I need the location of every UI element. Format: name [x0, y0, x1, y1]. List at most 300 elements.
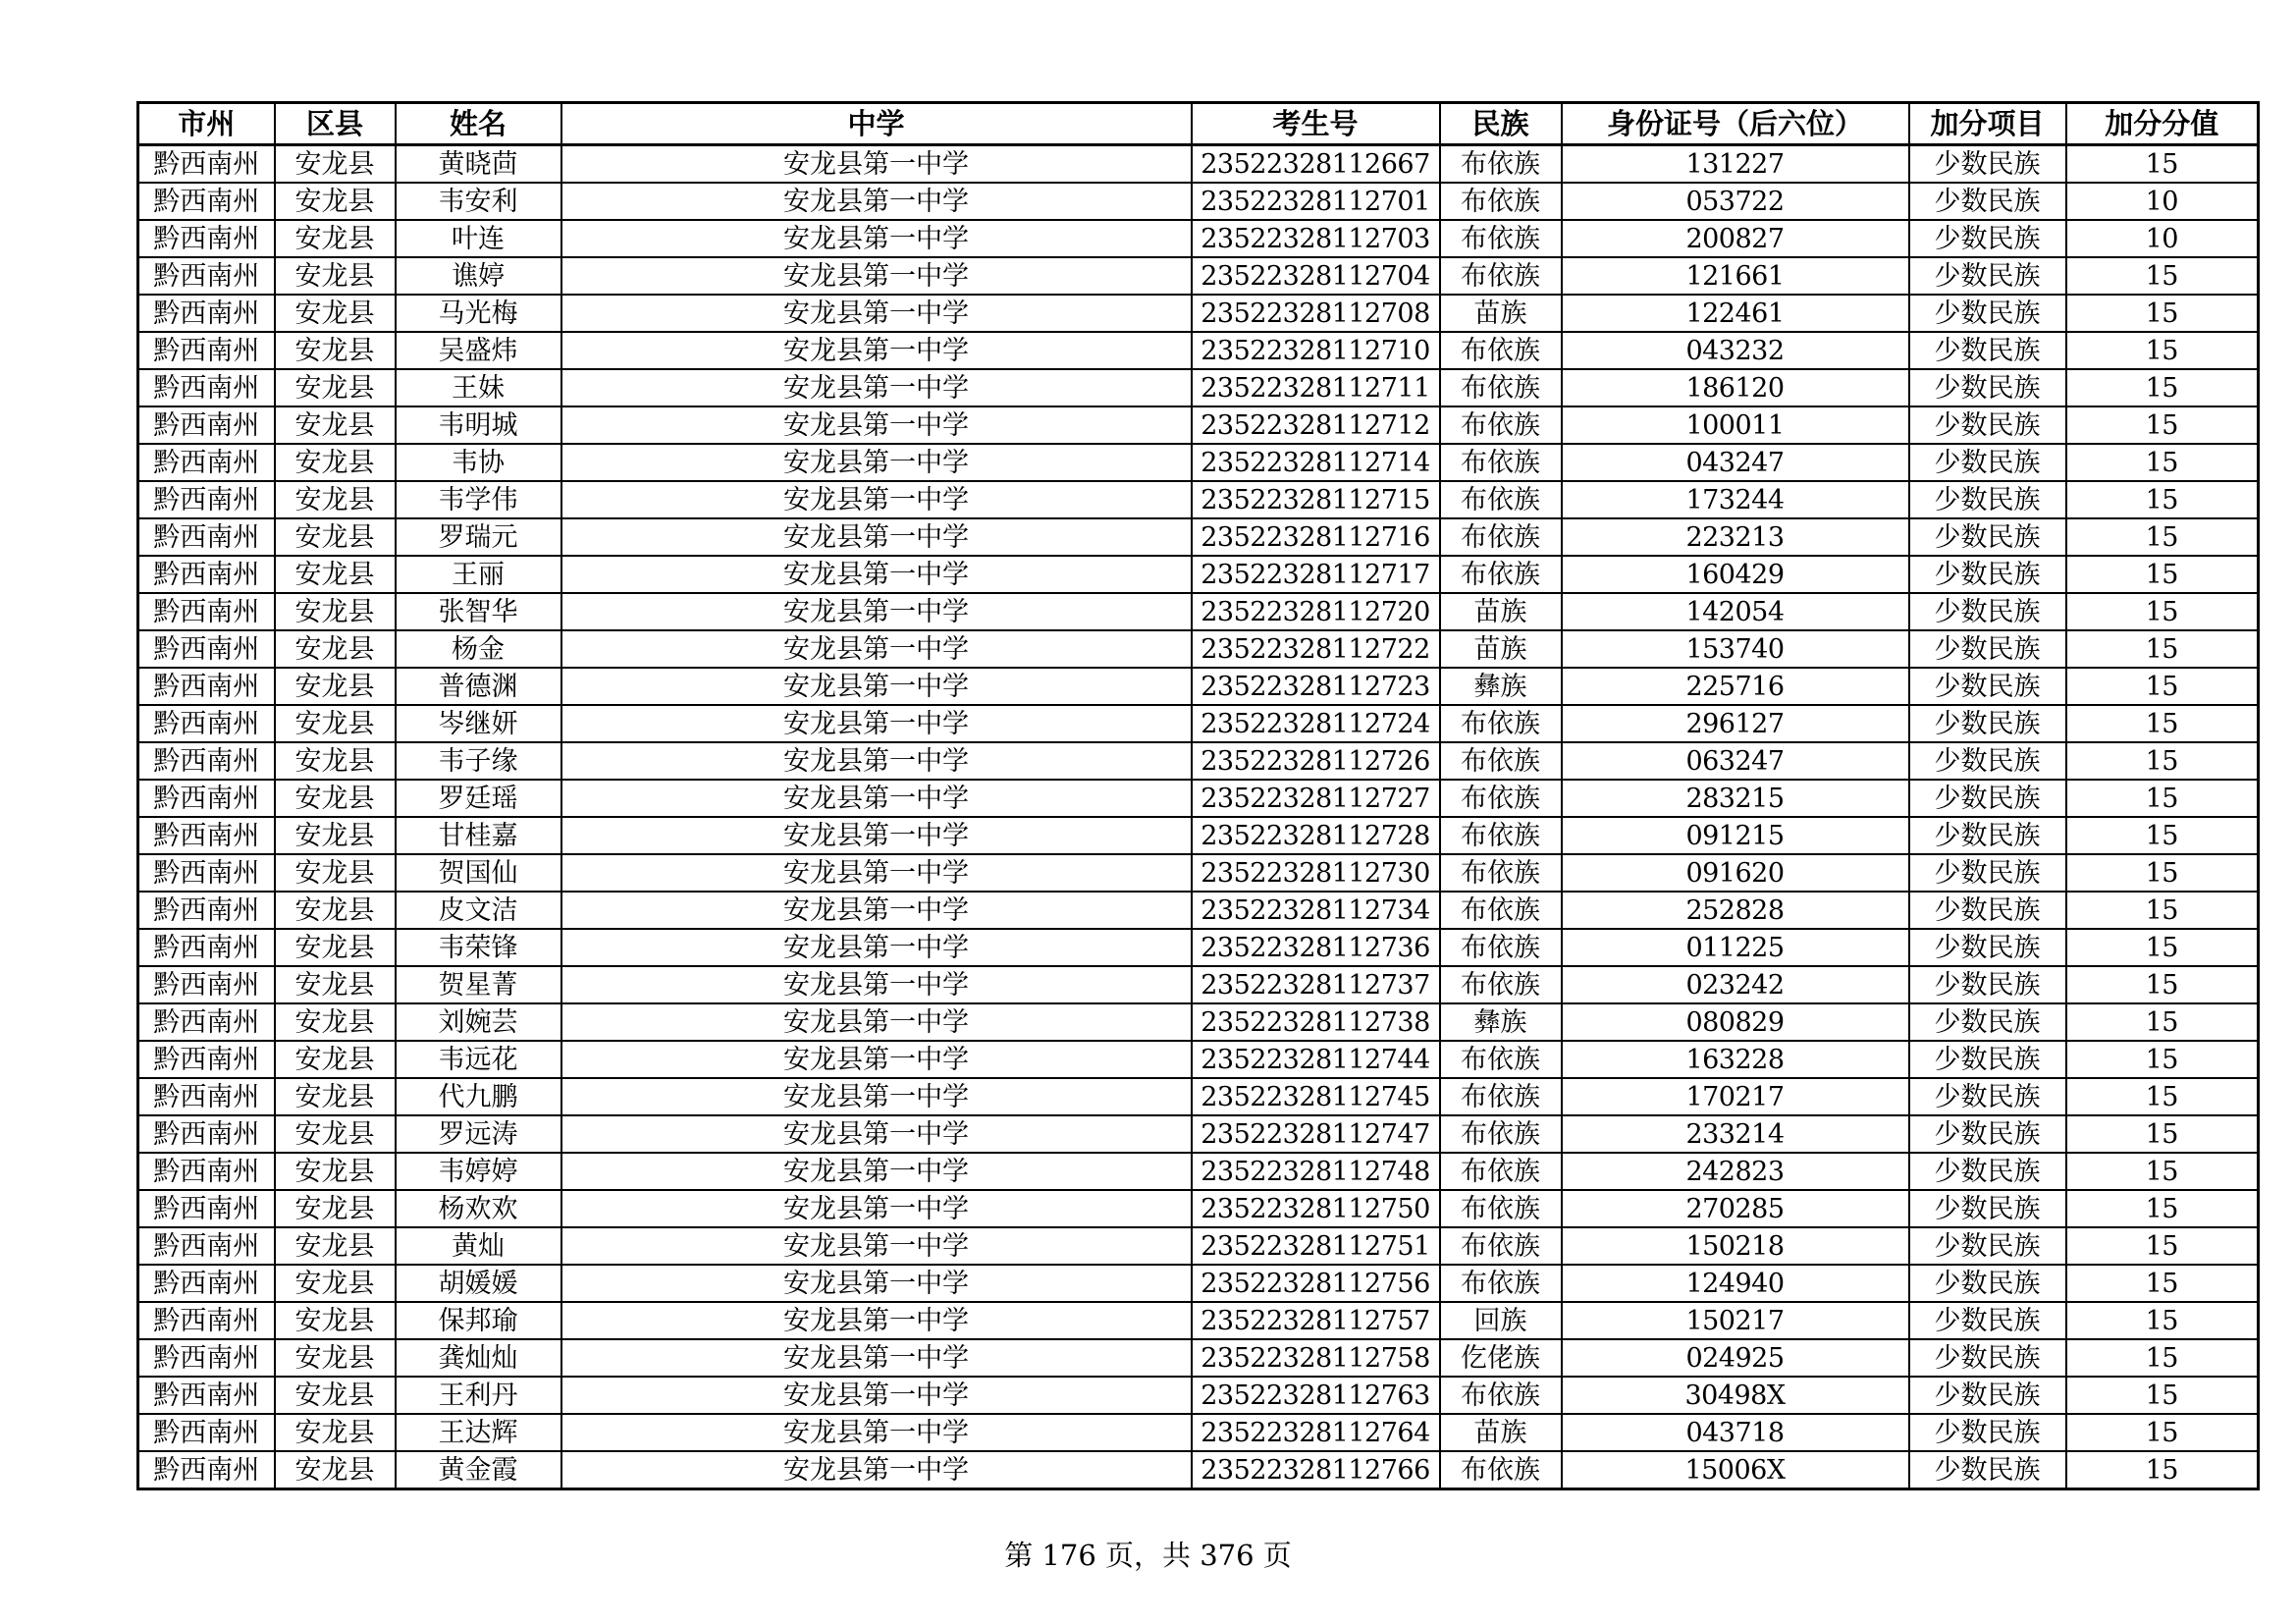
name-cell: 王妹	[396, 369, 561, 406]
bonus-item-cell: 少数民族	[1909, 1451, 2066, 1489]
exam-number-cell: 23522328112710	[1192, 332, 1440, 369]
table-row	[138, 481, 2259, 518]
ethnicity-cell: 彝族	[1440, 668, 1562, 705]
school-cell: 安龙县第一中学	[561, 444, 1192, 481]
bonus-item-cell: 少数民族	[1909, 1339, 2066, 1377]
bonus-item-cell: 少数民族	[1909, 1414, 2066, 1451]
school-cell: 安龙县第一中学	[561, 929, 1192, 966]
table-row	[138, 406, 2259, 444]
column-header-city: 市州	[138, 103, 275, 145]
bonus-item-cell: 少数民族	[1909, 1377, 2066, 1414]
bonus-item-cell: 少数民族	[1909, 1153, 2066, 1190]
ethnicity-cell: 布依族	[1440, 332, 1562, 369]
city-cell: 黔西南州	[138, 295, 275, 332]
name-cell: 马光梅	[396, 295, 561, 332]
bonus-value-cell: 10	[2066, 220, 2259, 257]
table-header-row	[138, 103, 2259, 145]
bonus-value-cell: 15	[2066, 518, 2259, 556]
city-cell: 黔西南州	[138, 1414, 275, 1451]
id-suffix-cell: 150218	[1562, 1227, 1909, 1265]
name-cell: 杨欢欢	[396, 1190, 561, 1227]
bonus-value-cell: 15	[2066, 295, 2259, 332]
id-suffix-cell: 200827	[1562, 220, 1909, 257]
city-cell: 黔西南州	[138, 780, 275, 817]
id-suffix-cell: 15006X	[1562, 1451, 1909, 1489]
bonus-value-cell: 15	[2066, 1339, 2259, 1377]
county-cell: 安龙县	[275, 481, 396, 518]
name-cell: 罗远涛	[396, 1115, 561, 1153]
id-suffix-cell: 121661	[1562, 257, 1909, 295]
ethnicity-cell: 布依族	[1440, 1115, 1562, 1153]
exam-number-cell: 23522328112738	[1192, 1003, 1440, 1041]
bonus-item-cell: 少数民族	[1909, 1003, 2066, 1041]
table-row	[138, 220, 2259, 257]
bonus-value-cell: 15	[2066, 1190, 2259, 1227]
id-suffix-cell: 043247	[1562, 444, 1909, 481]
bonus-value-cell: 15	[2066, 145, 2259, 184]
table-row	[138, 295, 2259, 332]
id-suffix-cell: 091215	[1562, 817, 1909, 854]
page-number-footer: 第 176 页，共 376 页	[1004, 1539, 1292, 1572]
school-cell: 安龙县第一中学	[561, 780, 1192, 817]
bonus-value-cell: 15	[2066, 1003, 2259, 1041]
name-cell: 韦明城	[396, 406, 561, 444]
ethnicity-cell: 布依族	[1440, 1265, 1562, 1302]
name-cell: 韦安利	[396, 183, 561, 220]
id-suffix-cell: 131227	[1562, 145, 1909, 184]
name-cell: 代九鹏	[396, 1078, 561, 1115]
school-cell: 安龙县第一中学	[561, 1339, 1192, 1377]
exam-number-cell: 23522328112711	[1192, 369, 1440, 406]
ethnicity-cell: 布依族	[1440, 1451, 1562, 1489]
id-suffix-cell: 296127	[1562, 705, 1909, 742]
table-row	[138, 780, 2259, 817]
exam-number-cell: 23522328112703	[1192, 220, 1440, 257]
school-cell: 安龙县第一中学	[561, 145, 1192, 184]
county-cell: 安龙县	[275, 593, 396, 630]
county-cell: 安龙县	[275, 705, 396, 742]
ethnicity-cell: 彝族	[1440, 1003, 1562, 1041]
id-suffix-cell: 024925	[1562, 1339, 1909, 1377]
exam-number-cell: 23522328112764	[1192, 1414, 1440, 1451]
column-header-bonus-item: 加分项目	[1909, 103, 2066, 145]
table-row	[138, 369, 2259, 406]
bonus-item-cell: 少数民族	[1909, 780, 2066, 817]
bonus-item-cell: 少数民族	[1909, 1041, 2066, 1078]
county-cell: 安龙县	[275, 630, 396, 668]
id-suffix-cell: 173244	[1562, 481, 1909, 518]
id-suffix-cell: 053722	[1562, 183, 1909, 220]
city-cell: 黔西南州	[138, 369, 275, 406]
table-row	[138, 1265, 2259, 1302]
city-cell: 黔西南州	[138, 1227, 275, 1265]
school-cell: 安龙县第一中学	[561, 668, 1192, 705]
county-cell: 安龙县	[275, 1003, 396, 1041]
id-suffix-cell: 160429	[1562, 556, 1909, 593]
id-suffix-cell: 225716	[1562, 668, 1909, 705]
county-cell: 安龙县	[275, 1414, 396, 1451]
bonus-item-cell: 少数民族	[1909, 220, 2066, 257]
table-row	[138, 593, 2259, 630]
exam-number-cell: 23522328112712	[1192, 406, 1440, 444]
exam-number-cell: 23522328112756	[1192, 1265, 1440, 1302]
id-suffix-cell: 163228	[1562, 1041, 1909, 1078]
table-row	[138, 1302, 2259, 1339]
school-cell: 安龙县第一中学	[561, 220, 1192, 257]
bonus-value-cell: 15	[2066, 257, 2259, 295]
id-suffix-cell: 242823	[1562, 1153, 1909, 1190]
county-cell: 安龙县	[275, 929, 396, 966]
county-cell: 安龙县	[275, 668, 396, 705]
bonus-value-cell: 15	[2066, 1153, 2259, 1190]
bonus-value-cell: 15	[2066, 369, 2259, 406]
bonus-item-cell: 少数民族	[1909, 892, 2066, 929]
bonus-value-cell: 15	[2066, 1041, 2259, 1078]
exam-number-cell: 23522328112715	[1192, 481, 1440, 518]
ethnicity-cell: 苗族	[1440, 295, 1562, 332]
bonus-item-cell: 少数民族	[1909, 369, 2066, 406]
ethnicity-cell: 布依族	[1440, 966, 1562, 1003]
ethnicity-cell: 布依族	[1440, 742, 1562, 780]
city-cell: 黔西南州	[138, 1115, 275, 1153]
table-row	[138, 145, 2259, 184]
county-cell: 安龙县	[275, 444, 396, 481]
bonus-item-cell: 少数民族	[1909, 966, 2066, 1003]
bonus-value-cell: 15	[2066, 593, 2259, 630]
column-header-ethnicity: 民族	[1440, 103, 1562, 145]
name-cell: 叶连	[396, 220, 561, 257]
bonus-item-cell: 少数民族	[1909, 705, 2066, 742]
name-cell: 黄金霞	[396, 1451, 561, 1489]
name-cell: 黄灿	[396, 1227, 561, 1265]
city-cell: 黔西南州	[138, 1339, 275, 1377]
bonus-item-cell: 少数民族	[1909, 1265, 2066, 1302]
ethnicity-cell: 布依族	[1440, 1227, 1562, 1265]
ethnicity-cell: 布依族	[1440, 892, 1562, 929]
county-cell: 安龙县	[275, 332, 396, 369]
name-cell: 张智华	[396, 593, 561, 630]
bonus-value-cell: 15	[2066, 817, 2259, 854]
county-cell: 安龙县	[275, 257, 396, 295]
ethnicity-cell: 布依族	[1440, 1377, 1562, 1414]
school-cell: 安龙县第一中学	[561, 593, 1192, 630]
school-cell: 安龙县第一中学	[561, 1414, 1192, 1451]
city-cell: 黔西南州	[138, 1190, 275, 1227]
name-cell: 岑继妍	[396, 705, 561, 742]
name-cell: 吴盛炜	[396, 332, 561, 369]
exam-number-cell: 23522328112748	[1192, 1153, 1440, 1190]
county-cell: 安龙县	[275, 892, 396, 929]
ethnicity-cell: 苗族	[1440, 593, 1562, 630]
bonus-value-cell: 15	[2066, 1302, 2259, 1339]
ethnicity-cell: 苗族	[1440, 630, 1562, 668]
exam-number-cell: 23522328112766	[1192, 1451, 1440, 1489]
id-suffix-cell: 080829	[1562, 1003, 1909, 1041]
table-row	[138, 1451, 2259, 1489]
table-row	[138, 1227, 2259, 1265]
school-cell: 安龙县第一中学	[561, 630, 1192, 668]
exam-number-cell: 23522328112751	[1192, 1227, 1440, 1265]
table-row	[138, 1115, 2259, 1153]
name-cell: 黄晓茴	[396, 145, 561, 184]
city-cell: 黔西南州	[138, 742, 275, 780]
exam-number-cell: 23522328112716	[1192, 518, 1440, 556]
city-cell: 黔西南州	[138, 220, 275, 257]
bonus-points-table	[136, 101, 2260, 1490]
city-cell: 黔西南州	[138, 892, 275, 929]
bonus-item-cell: 少数民族	[1909, 257, 2066, 295]
city-cell: 黔西南州	[138, 556, 275, 593]
exam-number-cell: 23522328112720	[1192, 593, 1440, 630]
table-row	[138, 444, 2259, 481]
city-cell: 黔西南州	[138, 406, 275, 444]
exam-number-cell: 23522328112730	[1192, 854, 1440, 892]
county-cell: 安龙县	[275, 742, 396, 780]
name-cell: 罗瑞元	[396, 518, 561, 556]
ethnicity-cell: 布依族	[1440, 257, 1562, 295]
id-suffix-cell: 153740	[1562, 630, 1909, 668]
ethnicity-cell: 布依族	[1440, 705, 1562, 742]
id-suffix-cell: 023242	[1562, 966, 1909, 1003]
county-cell: 安龙县	[275, 518, 396, 556]
table-row	[138, 705, 2259, 742]
exam-number-cell: 23522328112708	[1192, 295, 1440, 332]
school-cell: 安龙县第一中学	[561, 705, 1192, 742]
county-cell: 安龙县	[275, 1265, 396, 1302]
exam-number-cell: 23522328112763	[1192, 1377, 1440, 1414]
school-cell: 安龙县第一中学	[561, 817, 1192, 854]
school-cell: 安龙县第一中学	[561, 742, 1192, 780]
city-cell: 黔西南州	[138, 1451, 275, 1489]
school-cell: 安龙县第一中学	[561, 257, 1192, 295]
bonus-item-cell: 少数民族	[1909, 145, 2066, 184]
name-cell: 杨金	[396, 630, 561, 668]
exam-number-cell: 23522328112727	[1192, 780, 1440, 817]
exam-number-cell: 23522328112701	[1192, 183, 1440, 220]
bonus-value-cell: 15	[2066, 966, 2259, 1003]
bonus-item-cell: 少数民族	[1909, 444, 2066, 481]
city-cell: 黔西南州	[138, 518, 275, 556]
county-cell: 安龙县	[275, 1302, 396, 1339]
table-row	[138, 1041, 2259, 1078]
city-cell: 黔西南州	[138, 1302, 275, 1339]
city-cell: 黔西南州	[138, 630, 275, 668]
ethnicity-cell: 布依族	[1440, 780, 1562, 817]
table-row	[138, 183, 2259, 220]
exam-number-cell: 23522328112758	[1192, 1339, 1440, 1377]
ethnicity-cell: 布依族	[1440, 444, 1562, 481]
table-row	[138, 257, 2259, 295]
city-cell: 黔西南州	[138, 183, 275, 220]
bonus-value-cell: 15	[2066, 1414, 2259, 1451]
bonus-value-cell: 15	[2066, 854, 2259, 892]
county-cell: 安龙县	[275, 854, 396, 892]
table-row	[138, 1377, 2259, 1414]
bonus-value-cell: 15	[2066, 444, 2259, 481]
name-cell: 保邦瑜	[396, 1302, 561, 1339]
county-cell: 安龙县	[275, 1153, 396, 1190]
ethnicity-cell: 布依族	[1440, 854, 1562, 892]
county-cell: 安龙县	[275, 817, 396, 854]
name-cell: 皮文洁	[396, 892, 561, 929]
school-cell: 安龙县第一中学	[561, 295, 1192, 332]
bonus-value-cell: 15	[2066, 1265, 2259, 1302]
id-suffix-cell: 252828	[1562, 892, 1909, 929]
bonus-item-cell: 少数民族	[1909, 668, 2066, 705]
id-suffix-cell: 223213	[1562, 518, 1909, 556]
ethnicity-cell: 布依族	[1440, 1153, 1562, 1190]
bonus-value-cell: 15	[2066, 630, 2259, 668]
county-cell: 安龙县	[275, 1115, 396, 1153]
bonus-item-cell: 少数民族	[1909, 406, 2066, 444]
city-cell: 黔西南州	[138, 257, 275, 295]
city-cell: 黔西南州	[138, 705, 275, 742]
school-cell: 安龙县第一中学	[561, 1377, 1192, 1414]
exam-number-cell: 23522328112728	[1192, 817, 1440, 854]
name-cell: 王利丹	[396, 1377, 561, 1414]
table-row	[138, 668, 2259, 705]
city-cell: 黔西南州	[138, 332, 275, 369]
bonus-item-cell: 少数民族	[1909, 1078, 2066, 1115]
bonus-item-cell: 少数民族	[1909, 742, 2066, 780]
school-cell: 安龙县第一中学	[561, 518, 1192, 556]
exam-number-cell: 23522328112726	[1192, 742, 1440, 780]
bonus-value-cell: 15	[2066, 332, 2259, 369]
city-cell: 黔西南州	[138, 481, 275, 518]
name-cell: 韦远花	[396, 1041, 561, 1078]
table-body	[138, 145, 2259, 1489]
bonus-value-cell: 15	[2066, 1451, 2259, 1489]
table-row	[138, 1190, 2259, 1227]
column-header-county: 区县	[275, 103, 396, 145]
id-suffix-cell: 091620	[1562, 854, 1909, 892]
school-cell: 安龙县第一中学	[561, 1153, 1192, 1190]
name-cell: 普德渊	[396, 668, 561, 705]
ethnicity-cell: 布依族	[1440, 145, 1562, 184]
county-cell: 安龙县	[275, 1041, 396, 1078]
exam-number-cell: 23522328112717	[1192, 556, 1440, 593]
table-row	[138, 1339, 2259, 1377]
bonus-item-cell: 少数民族	[1909, 183, 2066, 220]
name-cell: 王达辉	[396, 1414, 561, 1451]
ethnicity-cell: 布依族	[1440, 183, 1562, 220]
exam-number-cell: 23522328112750	[1192, 1190, 1440, 1227]
ethnicity-cell: 布依族	[1440, 406, 1562, 444]
ethnicity-cell: 布依族	[1440, 220, 1562, 257]
name-cell: 韦子缘	[396, 742, 561, 780]
id-suffix-cell: 283215	[1562, 780, 1909, 817]
table-row	[138, 892, 2259, 929]
school-cell: 安龙县第一中学	[561, 1078, 1192, 1115]
county-cell: 安龙县	[275, 369, 396, 406]
school-cell: 安龙县第一中学	[561, 854, 1192, 892]
bonus-value-cell: 15	[2066, 705, 2259, 742]
bonus-item-cell: 少数民族	[1909, 817, 2066, 854]
exam-number-cell: 23522328112737	[1192, 966, 1440, 1003]
county-cell: 安龙县	[275, 556, 396, 593]
exam-number-cell: 23522328112736	[1192, 929, 1440, 966]
ethnicity-cell: 布依族	[1440, 1190, 1562, 1227]
id-suffix-cell: 233214	[1562, 1115, 1909, 1153]
city-cell: 黔西南州	[138, 1265, 275, 1302]
table-row	[138, 854, 2259, 892]
county-cell: 安龙县	[275, 220, 396, 257]
exam-number-cell: 23522328112714	[1192, 444, 1440, 481]
school-cell: 安龙县第一中学	[561, 966, 1192, 1003]
name-cell: 韦学伟	[396, 481, 561, 518]
name-cell: 谯婷	[396, 257, 561, 295]
bonus-item-cell: 少数民族	[1909, 593, 2066, 630]
bonus-item-cell: 少数民族	[1909, 481, 2066, 518]
city-cell: 黔西南州	[138, 1377, 275, 1414]
city-cell: 黔西南州	[138, 593, 275, 630]
bonus-value-cell: 15	[2066, 1377, 2259, 1414]
city-cell: 黔西南州	[138, 1078, 275, 1115]
school-cell: 安龙县第一中学	[561, 332, 1192, 369]
name-cell: 贺国仙	[396, 854, 561, 892]
bonus-value-cell: 15	[2066, 1115, 2259, 1153]
id-suffix-cell: 063247	[1562, 742, 1909, 780]
ethnicity-cell: 布依族	[1440, 556, 1562, 593]
bonus-item-cell: 少数民族	[1909, 295, 2066, 332]
ethnicity-cell: 布依族	[1440, 481, 1562, 518]
exam-number-cell: 23522328112745	[1192, 1078, 1440, 1115]
table-row	[138, 518, 2259, 556]
county-cell: 安龙县	[275, 183, 396, 220]
school-cell: 安龙县第一中学	[561, 1451, 1192, 1489]
bonus-value-cell: 15	[2066, 892, 2259, 929]
ethnicity-cell: 仡佬族	[1440, 1339, 1562, 1377]
bonus-value-cell: 15	[2066, 481, 2259, 518]
city-cell: 黔西南州	[138, 1041, 275, 1078]
bonus-value-cell: 15	[2066, 556, 2259, 593]
id-suffix-cell: 150217	[1562, 1302, 1909, 1339]
exam-number-cell: 23522328112722	[1192, 630, 1440, 668]
id-suffix-cell: 043718	[1562, 1414, 1909, 1451]
id-suffix-cell: 270285	[1562, 1190, 1909, 1227]
id-suffix-cell: 186120	[1562, 369, 1909, 406]
exam-number-cell: 23522328112704	[1192, 257, 1440, 295]
city-cell: 黔西南州	[138, 1153, 275, 1190]
school-cell: 安龙县第一中学	[561, 556, 1192, 593]
table-row	[138, 556, 2259, 593]
bonus-item-cell: 少数民族	[1909, 1302, 2066, 1339]
exam-number-cell: 23522328112667	[1192, 145, 1440, 184]
table-row	[138, 742, 2259, 780]
table-row	[138, 1003, 2259, 1041]
bonus-item-cell: 少数民族	[1909, 332, 2066, 369]
school-cell: 安龙县第一中学	[561, 406, 1192, 444]
ethnicity-cell: 布依族	[1440, 929, 1562, 966]
name-cell: 王丽	[396, 556, 561, 593]
id-suffix-cell: 100011	[1562, 406, 1909, 444]
table-row	[138, 1414, 2259, 1451]
bonus-item-cell: 少数民族	[1909, 1190, 2066, 1227]
bonus-value-cell: 15	[2066, 742, 2259, 780]
city-cell: 黔西南州	[138, 444, 275, 481]
bonus-value-cell: 15	[2066, 668, 2259, 705]
table-row	[138, 966, 2259, 1003]
column-header-school: 中学	[561, 103, 1192, 145]
county-cell: 安龙县	[275, 1078, 396, 1115]
bonus-item-cell: 少数民族	[1909, 556, 2066, 593]
county-cell: 安龙县	[275, 780, 396, 817]
id-suffix-cell: 142054	[1562, 593, 1909, 630]
name-cell: 胡媛媛	[396, 1265, 561, 1302]
county-cell: 安龙县	[275, 1377, 396, 1414]
table-row	[138, 817, 2259, 854]
county-cell: 安龙县	[275, 1227, 396, 1265]
